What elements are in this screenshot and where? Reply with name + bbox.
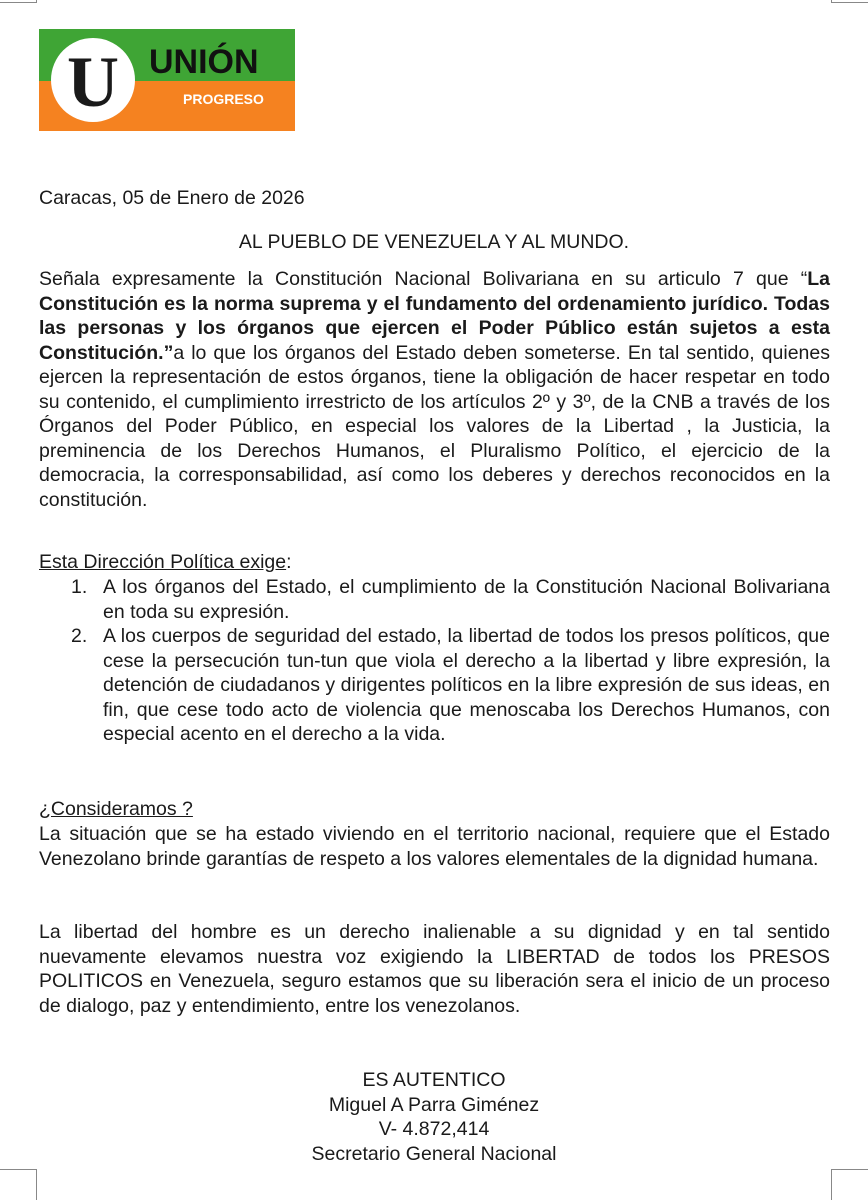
signature-name: Miguel A Parra Giménez — [328, 1093, 540, 1116]
direction-title-text: Esta Dirección Política exige — [39, 551, 287, 573]
demands-list — [68, 575, 830, 747]
list-item — [68, 624, 830, 747]
consider-title: ¿Consideramos ? — [39, 798, 193, 820]
list-item-text: A los órganos del Estado, el cumplimiento de la Constitución Nacional Bolivariana en toda su expresión. — [103, 576, 830, 623]
letter-heading: AL PUEBLO DE VENEZUELA Y AL MUNDO. — [238, 231, 630, 253]
intro-paragraph — [39, 267, 830, 512]
date-line: Caracas, 05 de Enero de 2026 — [39, 187, 305, 209]
logo-circle — [51, 38, 135, 122]
direction-title — [39, 550, 830, 575]
list-item-text: A los cuerpos de seguridad del estado, la libertad de todos los presos políticos, que cese la persecución tun-tun que viola el derecho a la libertad y libre expresión, la detención de ciudadanos y dirigentes políticos en la libre expresión de sus ideas, en fin, que cese todo acto de violencia que menoscaba los Derechos Humanos, con especial acento en el derecho a la vida. — [103, 625, 830, 745]
list-item-number: 1. — [71, 576, 88, 598]
logo-name: UNIÓN — [149, 43, 259, 81]
signature-authentic: ES AUTENTICO — [362, 1069, 506, 1091]
intro-lead: Señala expresamente la Constitución Nacional Bolivariana en su articulo 7 que “ — [39, 268, 808, 290]
intro-rest: a lo que los órganos del Estado deben someterse. En tal sentido, quienes ejercen la representación de estos órganos, tiene la obligación de hacer respetar en todo su contenido, el cumplimiento irrestricto de los artículos 2º y 3º, de la CNB a través de los Órganos del Poder Público, en especial los valores de la Libertad , la Justicia, la preminencia de los Derechos Humanos, el Pluralismo Político, el ejercicio de la democracia, la corresponsabilidad, así como los deberes y derechos reconocidos en la constitución. — [39, 341, 830, 511]
list-item — [68, 575, 830, 624]
logo-letter: U — [67, 42, 119, 122]
constitution-quote: La Constitución es la norma suprema y el fundamento del ordenamiento jurídico. Todas las personas y los órganos que ejercen el Poder Público están sujetos a esta Constitución.” — [39, 268, 830, 364]
crop-mark-top-right — [831, 0, 868, 3]
consider-paragraph-2: La libertad del hombre es un derecho inalienable a su dignidad y en tal sentido nuevamente elevamos nuestra voz exigiendo la LIBERTAD de todos los PRESOS POLITICOS en Venezuela, seguro estamos que su liberación sera el inicio de un proceso de dialogo, paz y entendimiento, entre los venezolanos. — [39, 921, 830, 1017]
direction-title-colon: : — [286, 551, 292, 573]
signature-block — [0, 1068, 868, 1166]
signature-role: Secretario General Nacional — [311, 1142, 557, 1165]
logo-subname: PROGRESO — [183, 91, 264, 107]
crop-mark-bottom-right — [831, 1169, 868, 1200]
list-item-number: 2. — [71, 625, 88, 647]
crop-mark-bottom-left — [0, 1169, 37, 1200]
signature-id: V- 4.872,414 — [378, 1118, 490, 1140]
union-progreso-logo — [39, 29, 295, 131]
crop-mark-top-left — [0, 0, 37, 3]
consider-paragraph-1: La situación que se ha estado viviendo en el territorio nacional, requiere que el Estado Venezolano brinde garantías de respeto a los valores elementales de la dignidad humana. — [39, 823, 830, 870]
